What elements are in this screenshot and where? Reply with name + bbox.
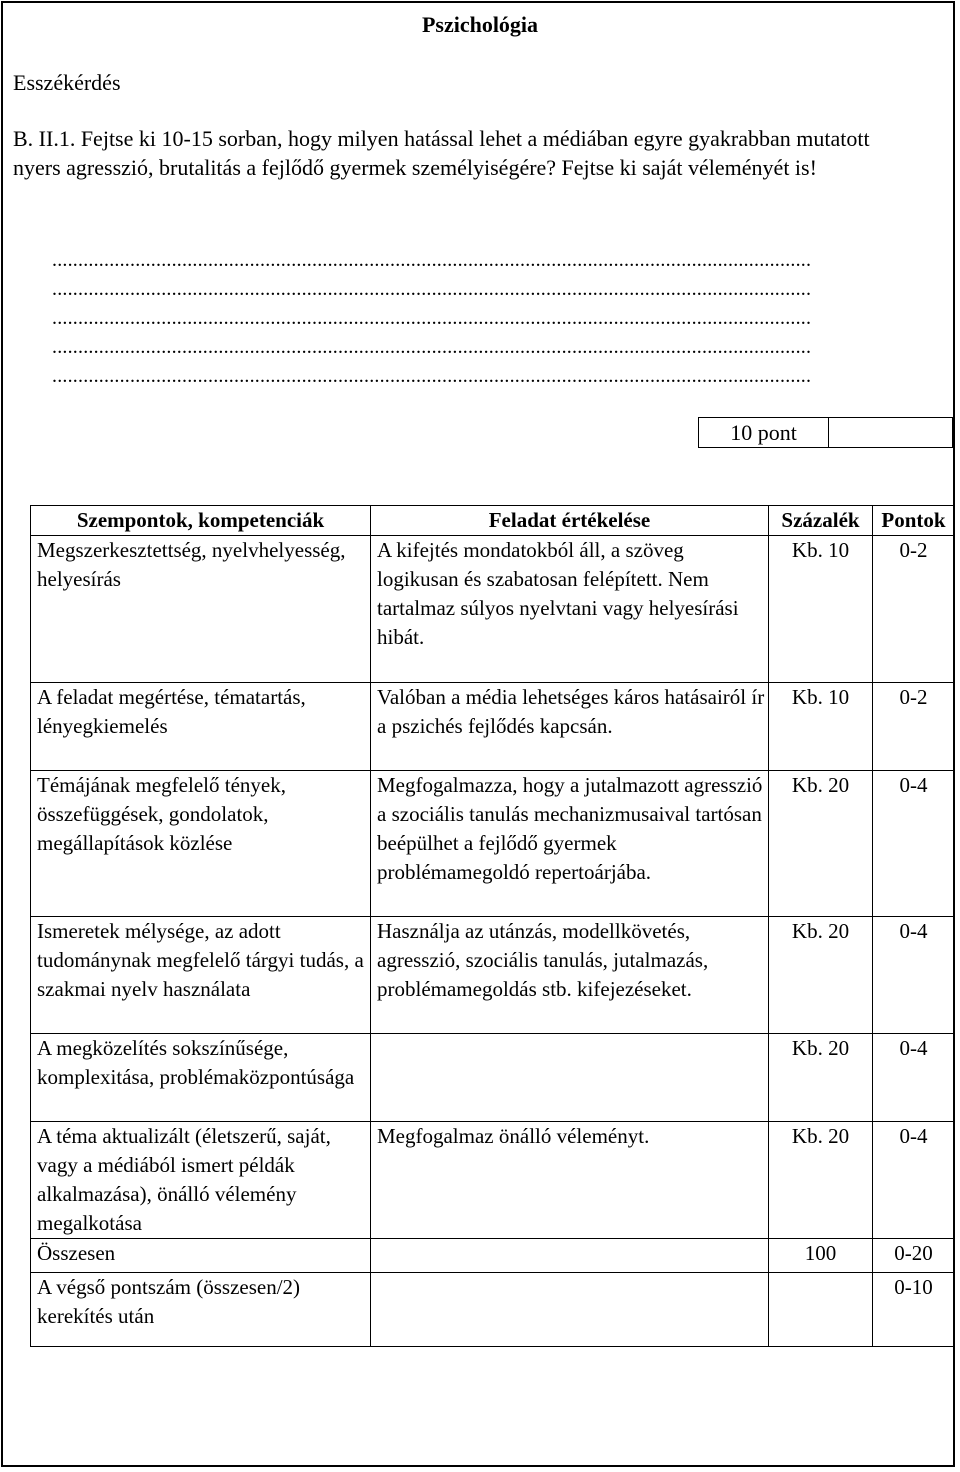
total-percent: 100: [769, 1239, 873, 1273]
evaluation-cell: A kifejtés mondatokból áll, a szöveg logikusan és szabatosan felépített. Nem tartalmaz súlyos nyelvtani vagy helyesírási hibát.: [371, 536, 769, 683]
final-score-row: [31, 1273, 955, 1347]
points-label: 10 pont: [699, 418, 829, 447]
criterion-cell: A téma aktualizált (életszerű, saját, vagy a médiából ismert példák alkalmazása), önálló vélemény megalkotása: [31, 1122, 371, 1239]
final-points: 0-10: [873, 1273, 955, 1347]
criterion-cell: A megközelítés sokszínűsége, komplexitása, problémaközpontúsága: [31, 1034, 371, 1122]
scoring-table: [30, 505, 955, 1347]
total-row: [31, 1239, 955, 1273]
answer-line[interactable]: ..................................................................................................................................................: [52, 278, 812, 300]
criterion-cell: Ismeretek mélysége, az adott tudománynak megfelelő tárgyi tudás, a szakmai nyelv használata: [31, 917, 371, 1034]
points-cell: 0-4: [873, 917, 955, 1034]
criterion-cell: Témájának megfelelő tények, összefüggések, gondolatok, megállapítások közlése: [31, 771, 371, 917]
table-row: [31, 1122, 955, 1239]
evaluation-cell: Használja az utánzás, modellkövetés, agresszió, szociális tanulás, jutalmazás, problémamegoldás stb. kifejezéseket.: [371, 917, 769, 1034]
total-label: Összesen: [31, 1239, 371, 1273]
criterion-cell: Megszerkesztettség, nyelvhelyesség, helyesírás: [31, 536, 371, 683]
answer-line[interactable]: ..................................................................................................................................................: [52, 365, 812, 387]
points-cell: 0-4: [873, 1122, 955, 1239]
answer-line[interactable]: ..................................................................................................................................................: [52, 249, 812, 271]
points-score-field[interactable]: [829, 418, 952, 447]
question-text: B. II.1. Fejtse ki 10-15 sorban, hogy milyen hatással lehet a médiában egyre gyakrabban mutatott nyers agresszió, brutalitás a fejlődő gyermek személyiségére? Fejtse ki saját véleményét is!: [13, 126, 870, 180]
answer-line[interactable]: ..................................................................................................................................................: [52, 336, 812, 358]
percent-cell: Kb. 20: [769, 771, 873, 917]
percent-cell: Kb. 20: [769, 1034, 873, 1122]
answer-lines: [52, 246, 888, 391]
points-cell: 0-2: [873, 536, 955, 683]
header-percent: Százalék: [769, 506, 873, 536]
section-label: Esszékérdés: [13, 70, 121, 95]
header-criteria: Szempontok, kompetenciák: [31, 506, 371, 536]
evaluation-cell: Megfogalmaz önálló véleményt.: [371, 1122, 769, 1239]
final-evaluation-cell[interactable]: [371, 1273, 769, 1347]
table-row: [31, 917, 955, 1034]
header-points: Pontok: [873, 506, 955, 536]
table-header-row: [31, 506, 955, 536]
evaluation-cell: Valóban a média lehetséges káros hatásairól ír a pszichés fejlődés kapcsán.: [371, 683, 769, 771]
table-row: [31, 536, 955, 683]
evaluation-cell: Megfogalmazza, hogy a jutalmazott agresszió a szociális tanulás mechanizmusaival tartósan beépülhet a fejlődő gyermek problémamegoldó repertoárjába.: [371, 771, 769, 917]
points-cell: 0-4: [873, 771, 955, 917]
answer-line[interactable]: ..................................................................................................................................................: [52, 307, 812, 329]
header-evaluation: Feladat értékelése: [371, 506, 769, 536]
final-score-label: A végső pontszám (összesen/2) kerekítés után: [31, 1273, 371, 1347]
percent-cell: Kb. 20: [769, 1122, 873, 1239]
final-percent-cell[interactable]: [769, 1273, 873, 1347]
total-points: 0-20: [873, 1239, 955, 1273]
criterion-cell: A feladat megértése, tématartás, lényegkiemelés: [31, 683, 371, 771]
table-row: [31, 683, 955, 771]
percent-cell: Kb. 10: [769, 683, 873, 771]
total-evaluation-cell: [371, 1239, 769, 1273]
percent-cell: Kb. 10: [769, 536, 873, 683]
points-cell: 0-4: [873, 1034, 955, 1122]
points-box: [698, 417, 953, 448]
table-row: [31, 771, 955, 917]
points-cell: 0-2: [873, 683, 955, 771]
percent-cell: Kb. 20: [769, 917, 873, 1034]
evaluation-cell: [371, 1034, 769, 1122]
page-title: Pszichológia: [421, 12, 539, 37]
table-row: [31, 1034, 955, 1122]
